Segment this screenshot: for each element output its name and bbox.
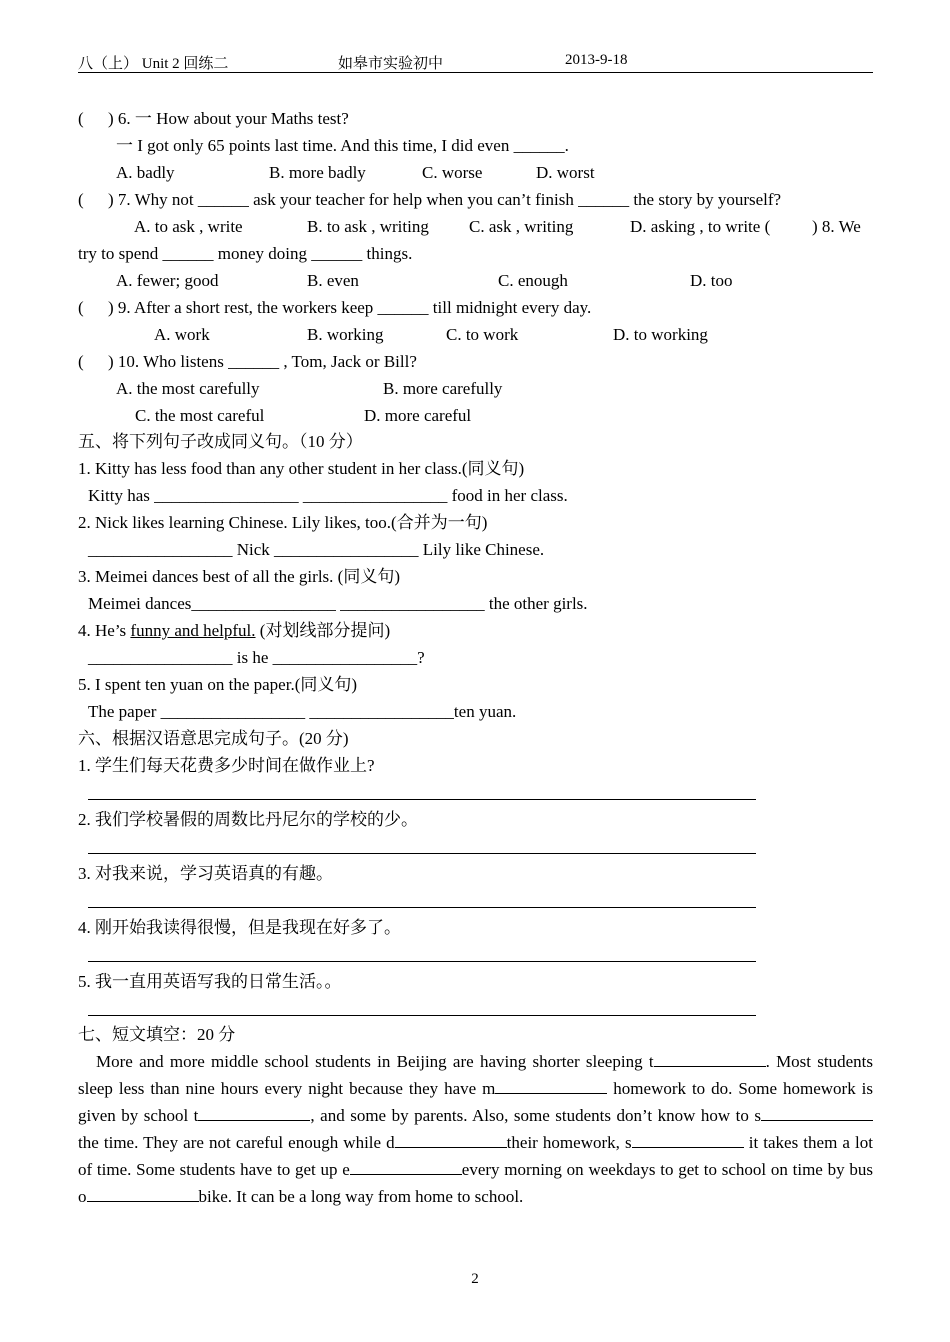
s5-answer-4: _________________ is he _________________? [88, 648, 425, 667]
blank[interactable] [350, 1174, 462, 1175]
blank[interactable] [632, 1147, 744, 1148]
page-header [78, 50, 873, 73]
option: A. badly [116, 163, 175, 182]
answer-line [88, 853, 756, 854]
s5-question-1: 1. Kitty has less food than any other student in her class.(同义句) [78, 459, 525, 478]
question-8-stem: try to spend ______ money doing ______ things. [78, 244, 413, 263]
option: A. the most carefully [116, 379, 260, 398]
option: B. working [307, 325, 384, 344]
s6-item-2: 2. 我们学校暑假的周数比丹尼尔的学校的少。 [78, 810, 418, 829]
answer-line [88, 1015, 756, 1016]
blank[interactable] [495, 1093, 607, 1094]
page-number: 2 [471, 1271, 479, 1287]
header-date: 2013-9-18 [565, 52, 628, 68]
cloze-passage: More and more middle school students in Beijing are having shorter sleeping t . Most students sleep less than nine hours every night because they have m homework to do. Some homework is given by school t , and some by parents. Also, some students don’t know how to s the time. They are not careful enough while d their homework, s it takes them a lot of time. Some students have to get up e every morning on weekdays to get to school on time by bus o bike. It can be a long way from home to school. [78, 1052, 873, 1206]
option: D. more careful [364, 406, 472, 425]
answer-line [88, 907, 756, 908]
question-6-reply: 一 I got only 65 points last time. And this time, I did even ______. [116, 136, 569, 155]
blank[interactable] [87, 1201, 199, 1202]
s6-item-5: 5. 我一直用英语写我的日常生活。。 [78, 972, 342, 991]
blank[interactable] [761, 1120, 873, 1121]
option: A. fewer; good [116, 271, 219, 290]
s6-item-3: 3. 对我来说，学习英语真的有趣。 [78, 864, 333, 883]
option: D. too [690, 271, 733, 290]
blank[interactable] [654, 1066, 766, 1067]
header-unit: 八（上） Unit 2 回练二 [78, 56, 229, 72]
option: B. more carefully [383, 379, 503, 398]
option: B. to ask , writing [307, 217, 429, 236]
blank[interactable] [198, 1120, 310, 1121]
option: C. the most careful [135, 406, 265, 425]
option: D. asking , to write ( [630, 217, 771, 236]
s5-answer-2: _________________ Nick _________________ Lily like Chinese. [88, 540, 545, 559]
section-5-title: 五、将下列句子改成同义句。（10 分） [78, 432, 363, 451]
option: D. to working [613, 325, 708, 344]
option: C. ask , writing [469, 217, 574, 236]
s5-question-4: 4. He’s funny and helpful. (对划线部分提问) [78, 621, 391, 640]
section-6-title: 六、根据汉语意思完成句子。(20 分) [78, 729, 349, 748]
answer-line [88, 961, 756, 962]
s5-answer-5: The paper _________________ _________________ten yuan. [88, 702, 517, 721]
option: B. even [307, 271, 359, 290]
s5-question-2: 2. Nick likes learning Chinese. Lily likes, too.(合并为一句) [78, 513, 488, 532]
s5-question-5: 5. I spent ten yuan on the paper.(同义句) [78, 675, 358, 694]
question-8-start: ) 8. We [812, 217, 861, 236]
header-school: 如皋市实验初中 [338, 56, 444, 72]
option: C. enough [498, 271, 568, 290]
s5-answer-3: Meimei dances_________________ _________________ the other girls. [88, 594, 588, 613]
option: A. work [154, 325, 210, 344]
option: C. worse [422, 163, 483, 182]
section-7-title: 七、短文填空：20 分 [78, 1025, 236, 1044]
question-9: ( ) 9. After a short rest, the workers keep ______ till midnight every day. [78, 298, 592, 317]
question-10: ( ) 10. Who listens ______ , Tom, Jack or Bill? [78, 352, 417, 371]
s6-item-1: 1. 学生们每天花费多少时间在做作业上? [78, 756, 375, 775]
s5-question-3: 3. Meimei dances best of all the girls. (同义句) [78, 567, 400, 586]
option: D. worst [536, 163, 595, 182]
answer-line [88, 799, 756, 800]
question-7: ( ) 7. Why not ______ ask your teacher for help when you can’t finish ______ the story by yourself? [78, 190, 782, 209]
option: B. more badly [269, 163, 366, 182]
option: C. to work [446, 325, 519, 344]
blank[interactable] [395, 1147, 507, 1148]
option: A. to ask , write [134, 217, 243, 236]
s5-answer-1: Kitty has _________________ _________________ food in her class. [88, 486, 568, 505]
question-6: ( ) 6. 一 How about your Maths test? [78, 109, 349, 128]
s6-item-4: 4. 刚开始我读得很慢，但是我现在好多了。 [78, 918, 401, 937]
